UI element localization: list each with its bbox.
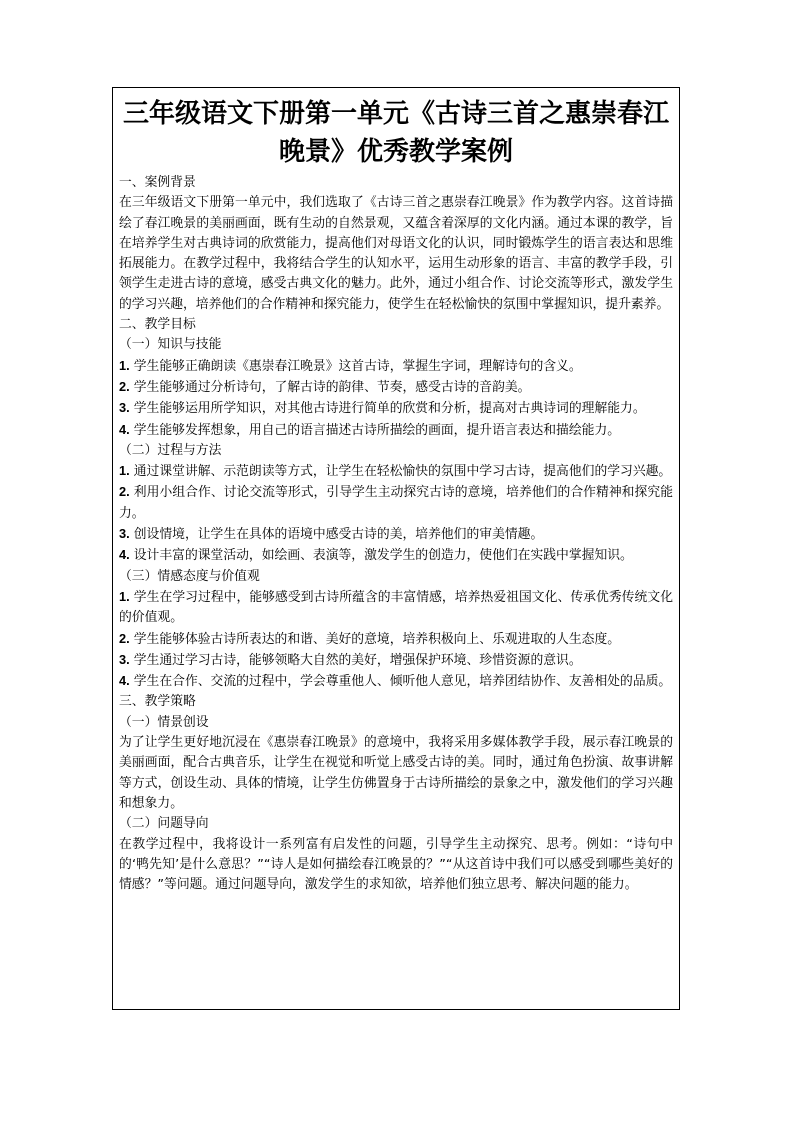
paragraph: 在三年级语文下册第一单元中，我们选取了《古诗三首之惠崇春江晚景》作为教学内容。这首诗描绘了春江晚景的美丽画面，既有生动的自然景观，又蕴含着深厚的文化内涵。通过本课的教学，旨在培养学生对古典诗词的欣赏能力，提高他们对母语文化的认识，同时锻炼学生的语言表达和思维拓展能力。在教学过程中，我将结合学生的认知水平，运用生动形象的语言、丰富的教学手段，引领学生走进古诗的意境，感受古典文化的魅力。此外，通过小组合作、讨论交流等形式，激发学生的学习兴趣，培养他们的合作精神和探究能力，使学生在轻松愉快的氛围中掌握知识，提升素养。 bbox=[119, 195, 673, 312]
document-body bbox=[119, 173, 673, 895]
item-number: 2. bbox=[119, 378, 130, 394]
item-text: 学生能够运用所学知识，对其他古诗进行简单的欣赏和分析，提高对古典诗词的理解能力。 bbox=[129, 401, 646, 417]
item-text: 学生在学习过程中，能够感受到古诗所蕴含的丰富情感，培养热爱祖国文化、传承优秀传统文化的价值观。 bbox=[119, 589, 673, 626]
item-number: 3. bbox=[119, 651, 130, 667]
item-text: 学生能够体验古诗所表达的和谐、美好的意境，培养积极向上、乐观进取的人生态度。 bbox=[129, 631, 621, 647]
item-text: 学生能够发挥想象，用自己的语言描述古诗所描绘的画面，提升语言表达和描绘能力。 bbox=[129, 422, 621, 438]
item-text: 学生在合作、交流的过程中，学会尊重他人、倾听他人意见，培养团结协作、友善相处的品质。 bbox=[129, 674, 672, 690]
section-heading: 二、教学目标 bbox=[119, 317, 196, 333]
list-item bbox=[119, 482, 673, 524]
subsection-heading: （二）问题导向 bbox=[119, 816, 209, 832]
item-number: 1. bbox=[119, 463, 130, 479]
item-number: 4. bbox=[119, 673, 130, 689]
subsection-heading: （一）情景创设 bbox=[119, 714, 209, 730]
list-item bbox=[119, 587, 673, 629]
item-number: 3. bbox=[119, 526, 130, 542]
subsection-heading: （二）过程与方法 bbox=[119, 442, 222, 458]
document-title: 三年级语文下册第一单元《古诗三首之惠崇春江晚景》优秀教学案例 bbox=[122, 99, 669, 167]
item-text: 创设情境，让学生在具体的语境中感受古诗的美，培养他们的审美情趣。 bbox=[129, 527, 544, 543]
item-number: 2. bbox=[119, 484, 130, 500]
item-text: 设计丰富的课堂活动，如绘画、表演等，激发学生的创造力，使他们在实践中掌握知识。 bbox=[129, 548, 633, 564]
section-heading: 一、案例背景 bbox=[119, 175, 196, 190]
list-item bbox=[119, 650, 673, 671]
item-number: 3. bbox=[119, 400, 130, 416]
item-number: 4. bbox=[119, 547, 130, 563]
document-frame bbox=[112, 87, 680, 1010]
subsection-heading: （三）情感态度与价值观 bbox=[119, 568, 260, 584]
list-item bbox=[119, 420, 673, 441]
section-heading: 三、教学策略 bbox=[119, 694, 196, 710]
item-text: 学生能够通过分析诗句，了解古诗的韵律、节奏，感受古诗的音韵美。 bbox=[129, 379, 531, 395]
item-number: 1. bbox=[119, 588, 130, 604]
subsection-heading: （一）知识与技能 bbox=[119, 337, 222, 353]
list-item bbox=[119, 377, 673, 398]
list-item bbox=[119, 524, 673, 545]
item-number: 4. bbox=[119, 421, 130, 437]
list-item bbox=[119, 629, 673, 650]
item-text: 通过课堂讲解、示范朗读等方式，让学生在轻松愉快的氛围中学习古诗，提高他们的学习兴趣。 bbox=[129, 464, 672, 480]
list-item bbox=[119, 356, 673, 377]
list-item bbox=[119, 461, 673, 482]
item-text: 利用小组合作、讨论交流等形式，引导学生主动探究古诗的意境，培养他们的合作精神和探究能力。 bbox=[119, 485, 673, 521]
item-text: 学生通过学习古诗，能够领略大自然的美好，增强保护环境、珍惜资源的意识。 bbox=[129, 652, 582, 668]
item-text: 学生能够正确朗读《惠崇春江晚景》这首古诗，掌握生字词，理解诗句的含义。 bbox=[129, 358, 582, 374]
item-number: 1. bbox=[119, 357, 130, 373]
list-item bbox=[119, 671, 673, 692]
list-item bbox=[119, 398, 673, 419]
paragraph: 为了让学生更好地沉浸在《惠崇春江晚景》的意境中，我将采用多媒体教学手段，展示春江晚景的美丽画面，配合古典音乐，让学生在视觉和听觉上感受古诗的美。同时，通过角色扮演、故事讲解等方式，创设生动、具体的情境，让学生仿佛置身于古诗所描绘的景象之中，激发他们的学习兴趣和想象力。 bbox=[119, 735, 673, 811]
list-item bbox=[119, 545, 673, 566]
paragraph: 在教学过程中，我将设计一系列富有启发性的问题，引导学生主动探究、思考。例如：“诗句中的‘鸭先知’是什么意思？”“诗人是如何描绘春江晚景的？”“从这首诗中我们可以感受到哪些美好的情感？”等问题。通过问题导向，激发学生的求知欲，培养他们独立思考、解决问题的能力。 bbox=[119, 836, 673, 893]
item-number: 2. bbox=[119, 630, 130, 646]
